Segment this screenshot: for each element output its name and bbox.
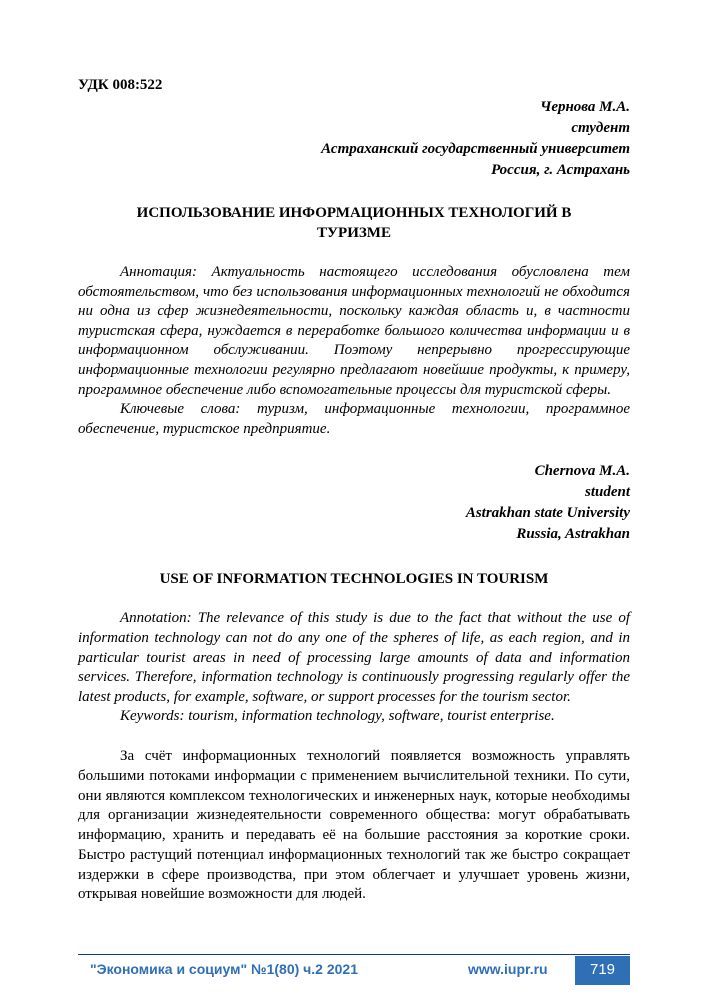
footer-website-link[interactable]: www.iupr.ru	[468, 961, 548, 977]
author-university-ru: Астраханский государственный университет	[321, 141, 630, 157]
article-page	[78, 76, 630, 905]
author-location-ru: Россия, г. Астрахань	[491, 162, 630, 178]
page-footer	[78, 954, 630, 985]
page-number: 719	[575, 956, 630, 985]
abstract-ru	[78, 263, 630, 439]
author-block-en	[78, 461, 630, 545]
author-name-ru: Чернова М.А.	[540, 99, 630, 115]
article-title-ru: ИСПОЛЬЗОВАНИЕ ИНФОРМАЦИОННЫХ ТЕХНОЛОГИЙ В ТУРИЗМЕ	[136, 205, 572, 241]
body-text	[78, 747, 630, 905]
article-title-en: USE OF INFORMATION TECHNOLOGIES IN TOURISM	[159, 571, 549, 588]
author-location-en: Russia, Astrakhan	[516, 526, 630, 543]
footer-journal-title: "Экономика и социум" №1(80) ч.2 2021	[90, 961, 358, 977]
body-paragraph: За счёт информационных технологий появляется возможность управлять большими потоками информации с применением вычислительной техники. По сути, они являются комплексом технологических и инженерных наук, которые необходимы для организации жизнедеятельности современного общества: могут обрабатывать информацию, хранить и передавать её на большие расстояния за короткие сроки. Быстро растущий потенциал информационных технологий так же быстро сокращает издержки в сфере производства, при этом облегчает и улучшает уровень жизни, открывая новейшие возможности для людей.	[78, 747, 630, 903]
author-university-en: Astrakhan state University	[465, 505, 630, 522]
annotation-en: Annotation: The relevance of this study is due to the fact that without the use of information technology can not do any one of the spheres of life, as each region, and in particular tourist areas in need of processing large amounts of data and information services. Therefore, information technology is continuously progressing regularly offer the latest products, for example, software, or support processes for the tourism sector.	[78, 610, 630, 705]
author-name-en: Chernova M.A.	[534, 463, 630, 480]
author-block-ru	[78, 97, 630, 181]
udk-code: УДК 008:522	[78, 77, 163, 93]
annotation-ru: Аннотация: Актуальность настоящего исследования обусловлена тем обстоятельством, что без использования информационных технологий не обходится ни одна из сфер жизнедеятельности, поскольку каждая область и, в частности туристская сфера, нуждается в переработке большого количества информации и в информационном обслуживании. Поэтому непрерывно прогрессирующие информационные технологии регулярно предлагают новейшие продукты, к примеру, программное обеспечение либо вспомогательные процессы для туристской сферы.	[78, 264, 630, 398]
keywords-en: Keywords: tourism, information technology, software, tourist enterprise.	[120, 708, 555, 725]
abstract-en	[78, 609, 630, 727]
author-position-en: student	[584, 484, 630, 501]
author-position-ru: студент	[571, 120, 630, 136]
keywords-ru: Ключевые слова: туризм, информационные технологии, программное обеспечение, туристское предприятие.	[78, 401, 630, 437]
